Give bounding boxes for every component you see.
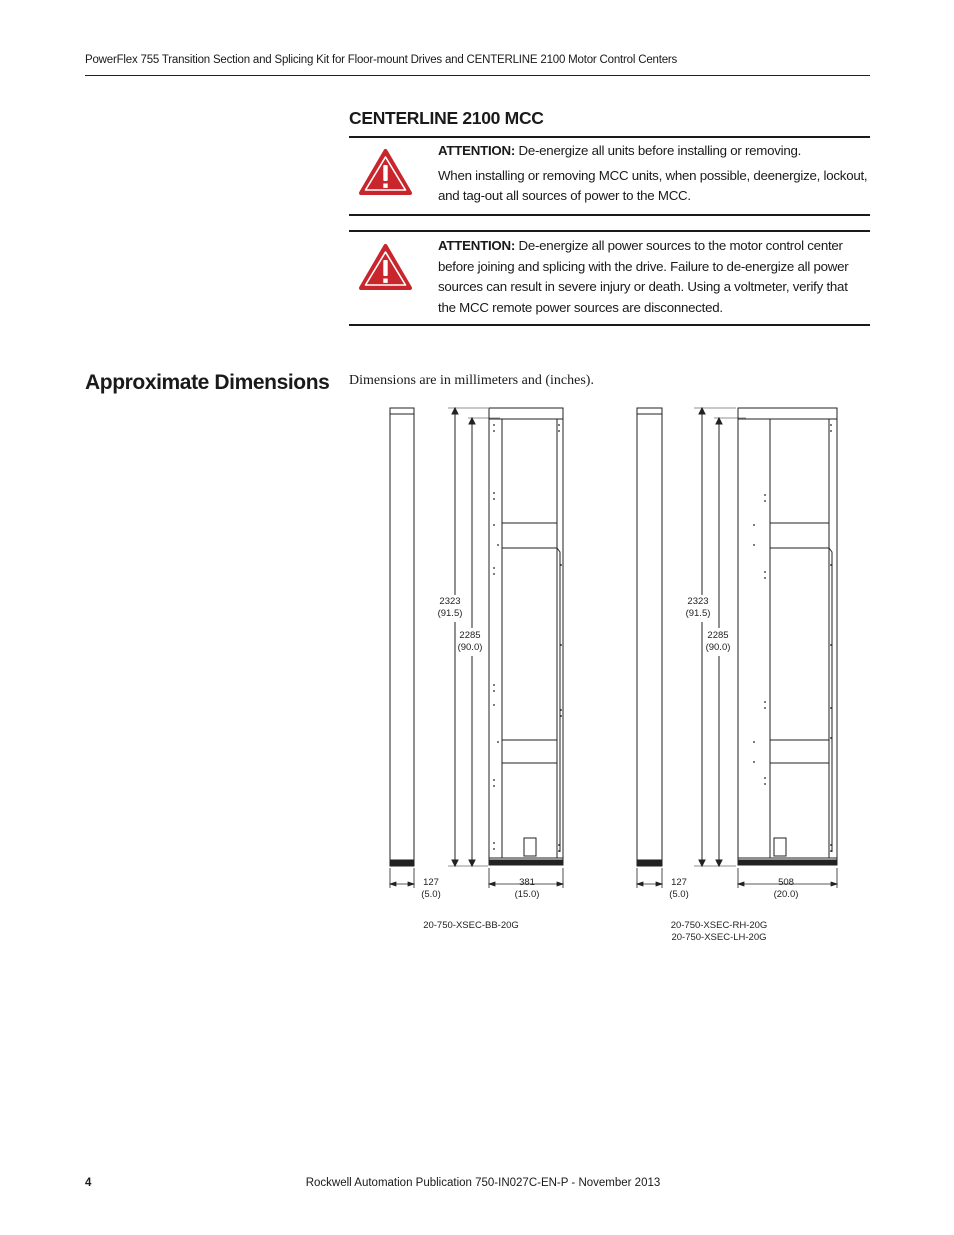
attention-text: De-energize all power sources to the motor control center before joining and splicing with the drive. Failure to de-energize all power sources can result in severe injury or death. Using a voltmeter, verify that the MCC remote power sources are disconnected. [438,238,849,315]
drawing2-side-width-in: (5.0) [669,889,689,900]
attention-notice-1 [438,141,868,207]
drawing2-height-total-in: (91.5) [685,608,711,619]
attention-rule-middle [349,214,870,216]
warning-triangle-icon [358,148,413,196]
drawing2-height-inner-in: (90.0) [705,642,731,653]
drawing1-front-width-in: (15.0) [514,889,540,900]
drawing1-front-width: 381 [519,877,535,888]
drawing1-side-view [390,408,414,866]
drawing1-front-view [489,408,563,865]
drawing1-width-dims [390,868,563,888]
attention-label: ATTENTION: [438,238,516,253]
footer-publication: Rockwell Automation Publication 750-IN027C-EN-P - November 2013 [305,1177,661,1189]
section-title: CENTERLINE 2100 MCC [349,108,544,128]
attention-extra-text: When installing or removing MCC units, when possible, deenergize, lockout, and tag-out all sources of power to the MCC. [438,167,868,203]
dimensions-intro: Dimensions are in millimeters and (inches). [349,373,594,388]
dimension-drawing-svg [380,400,850,950]
drawing2-front-view [738,408,837,865]
drawing2-height-total: 2323 [687,596,709,607]
drawing2-width-dims [637,868,837,888]
drawing1-caption: 20-750-XSEC-BB-20G [423,920,519,931]
running-header: PowerFlex 755 Transition Section and Splicing Kit for Floor-mount Drives and CENTERLINE 2100 Motor Control Centers [85,54,678,66]
header-rule [85,75,870,76]
drawing2-side-view [637,408,662,866]
attention-label: ATTENTION: [438,143,516,158]
drawing2-front-width-in: (20.0) [773,889,799,900]
drawing1-height-total-in: (91.5) [437,608,463,619]
drawing1-side-width: 127 [423,877,439,888]
drawing2-front-width: 508 [778,877,794,888]
page-number: 4 [85,1177,92,1189]
drawing2-height-inner: 2285 [707,630,729,641]
drawing2-caption-2: 20-750-XSEC-LH-20G [671,932,767,943]
dimensions-heading: Approximate Dimensions [85,371,330,394]
dimension-drawings [380,400,850,950]
attention-notice-2 [438,236,868,318]
drawing1-height-inner-in: (90.0) [457,642,483,653]
attention-text: De-energize all units before installing or removing. [518,143,802,158]
drawing1-height-inner: 2285 [459,630,481,641]
attention-rule-bottom [349,324,870,326]
drawing2-caption-1: 20-750-XSEC-RH-20G [670,920,768,931]
drawing1-height-total: 2323 [439,596,461,607]
drawing1-side-width-in: (5.0) [421,889,441,900]
attention-rule-top [349,136,870,138]
drawing2-side-width: 127 [671,877,687,888]
attention-rule-top-2 [349,230,870,232]
warning-triangle-icon [358,243,413,291]
